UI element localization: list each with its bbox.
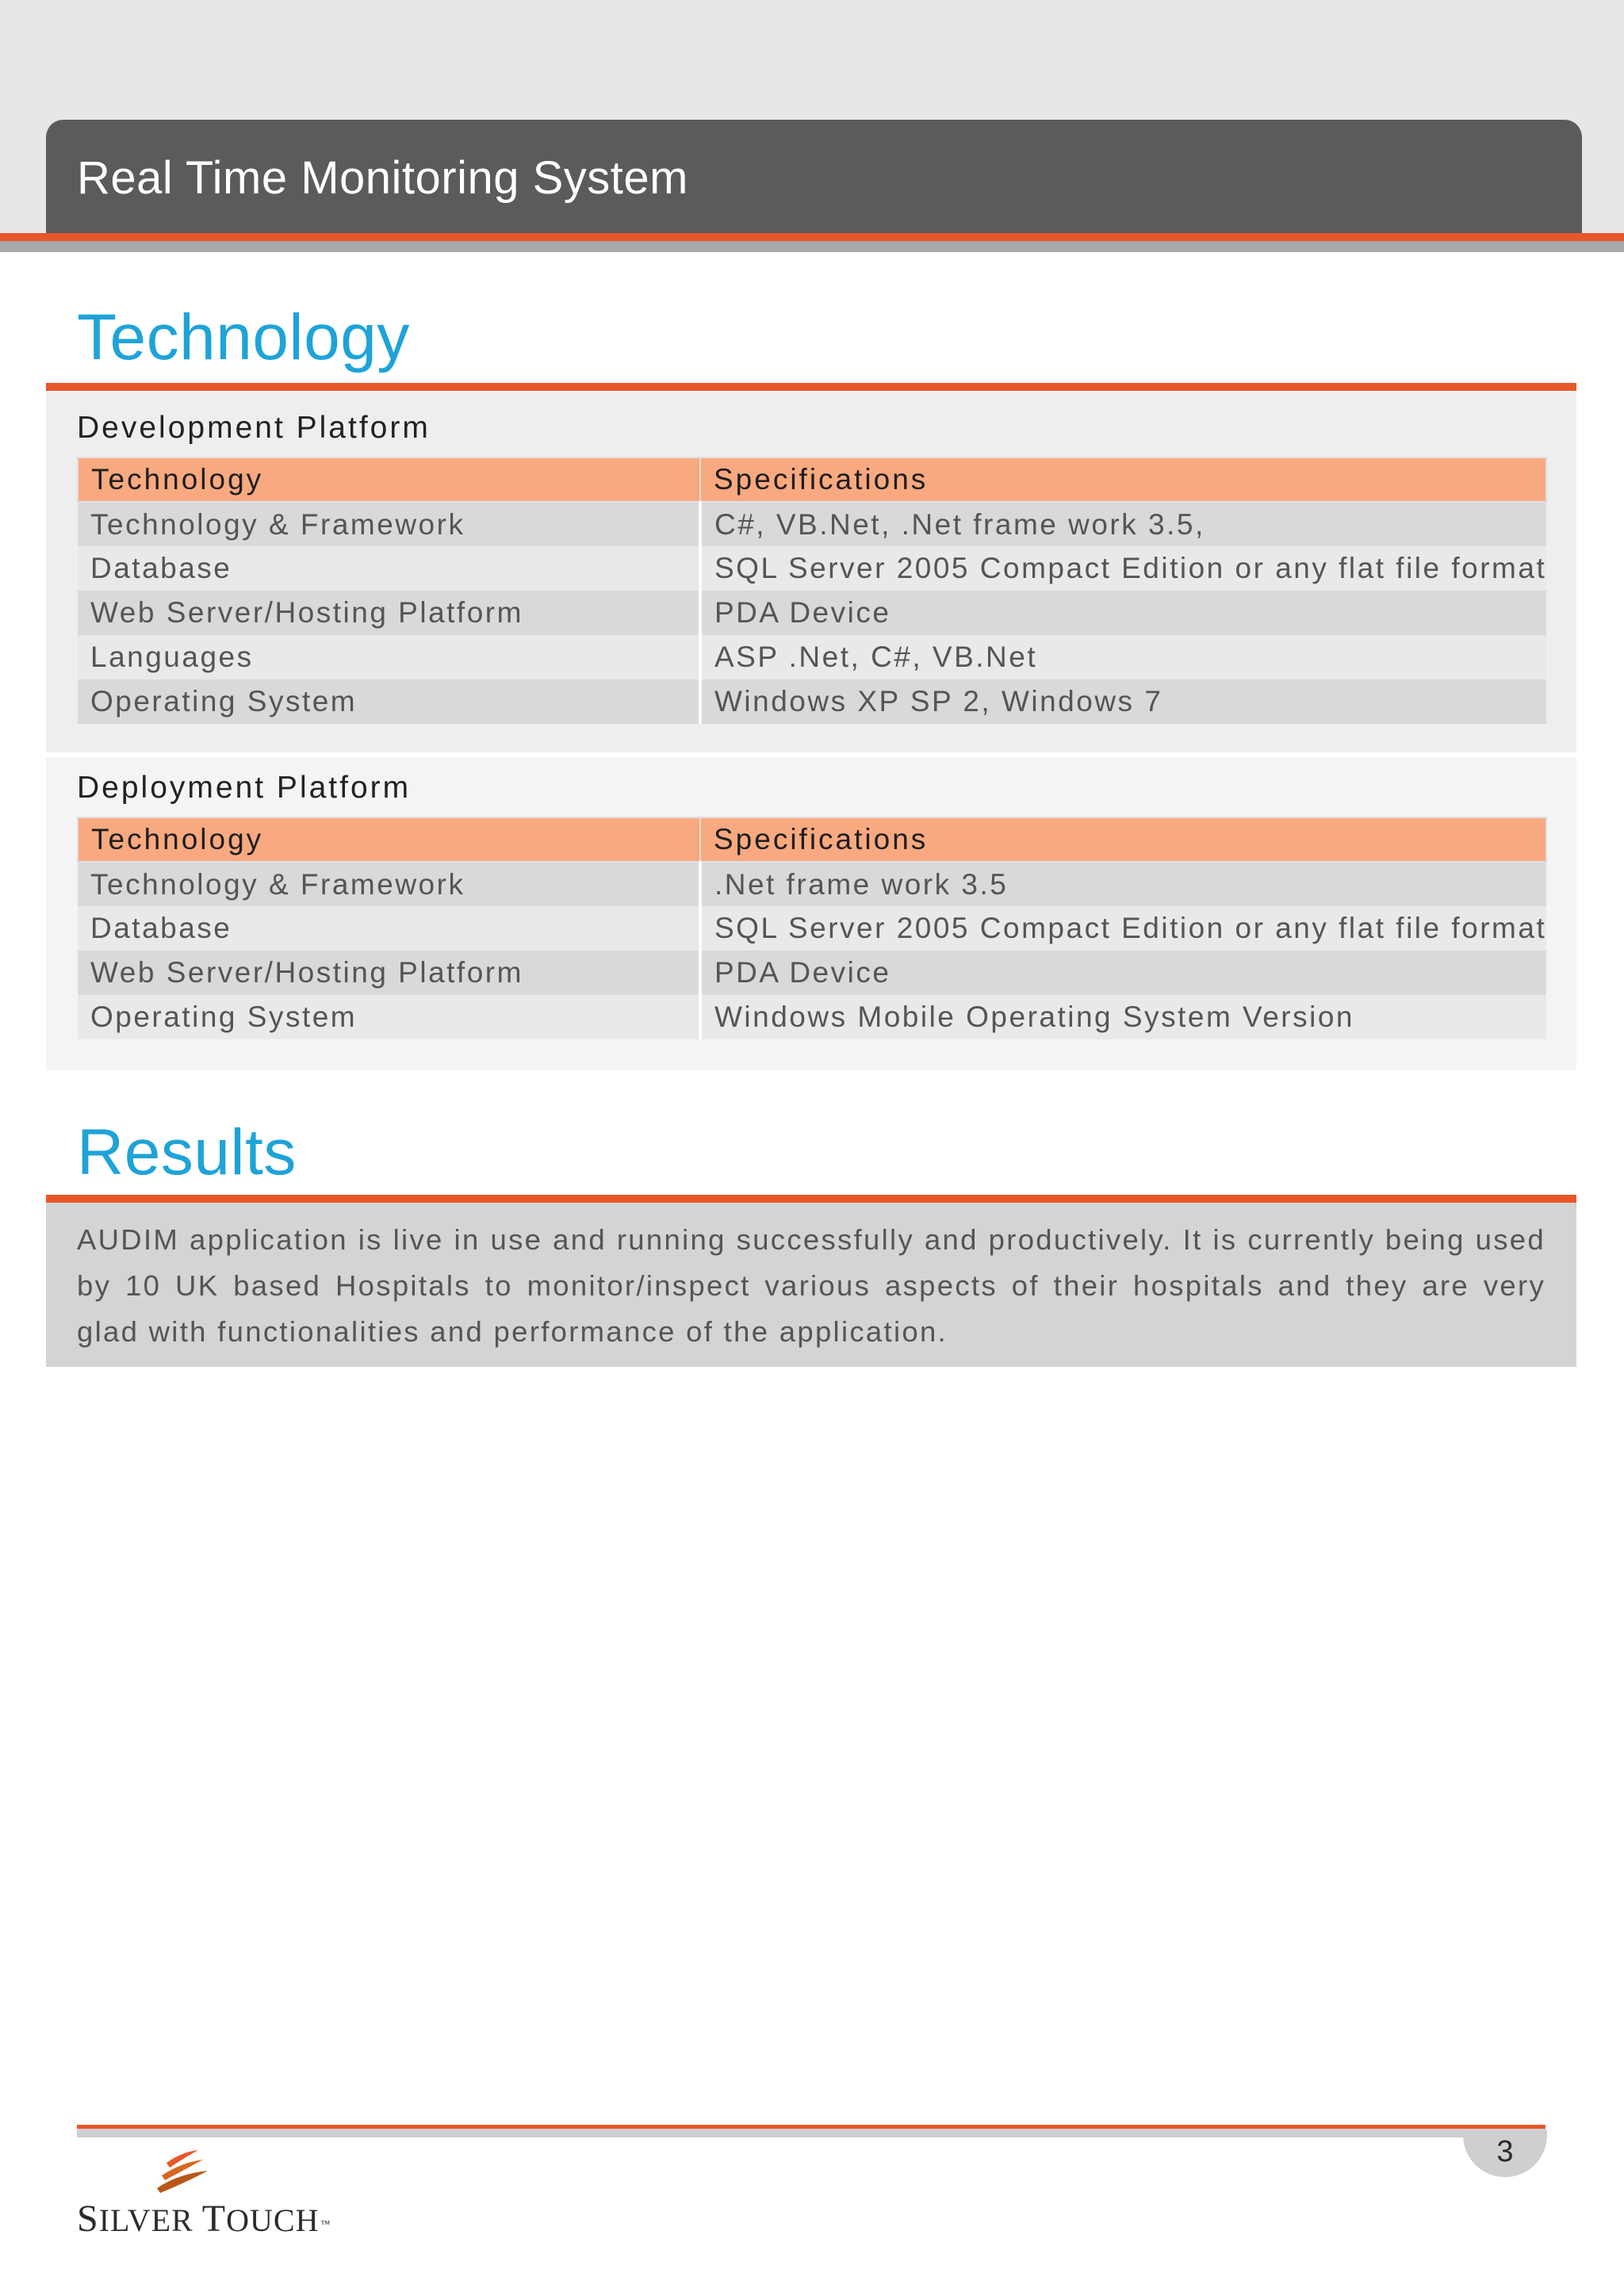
specification-cell: C#, VB.Net, .Net frame work 3.5, — [700, 502, 1546, 546]
results-paragraph: AUDIM application is live in use and running successfully and productively. It is currently being used by 10 UK based Hospitals to monitor/inspect various aspects of their hospitals and they are very glad with functionalities and performance of the application. — [77, 1223, 1545, 1348]
specification-cell: Windows XP SP 2, Windows 7 — [700, 679, 1546, 724]
column-header-specifications: Specifications — [700, 817, 1546, 862]
specification-cell: Windows Mobile Operating System Version — [700, 995, 1546, 1039]
column-header-technology: Technology — [78, 457, 700, 502]
development-platform-title: Development Platform — [77, 411, 431, 445]
table-row — [78, 679, 1546, 724]
specification-cell: PDA Device — [700, 951, 1546, 995]
column-header-specifications: Specifications — [700, 457, 1546, 502]
header-gray-line — [0, 241, 1624, 252]
technology-cell: Database — [78, 906, 700, 951]
specification-cell: ASP .Net, C#, VB.Net — [700, 635, 1546, 679]
page-number: 3 — [1496, 2135, 1514, 2168]
technology-cell: Web Server/Hosting Platform — [78, 591, 700, 635]
table-row — [78, 635, 1546, 679]
technology-cell: Languages — [78, 635, 700, 679]
technology-cell: Operating System — [78, 679, 700, 724]
table-row — [78, 546, 1546, 591]
footer-gray-line — [77, 2129, 1545, 2137]
table-row — [78, 995, 1546, 1039]
table-row — [78, 951, 1546, 995]
table-row — [78, 591, 1546, 635]
deployment-platform-title: Deployment Platform — [77, 771, 412, 805]
silver-touch-logo-text: SILVER TOUCH ™ — [77, 2198, 331, 2240]
technology-cell: Database — [78, 546, 700, 591]
results-box — [46, 1203, 1576, 1367]
technology-rule — [46, 383, 1576, 391]
specification-cell: SQL Server 2005 Compact Edition or any flat file format — [700, 906, 1546, 951]
technology-cell: Technology & Framework — [78, 502, 700, 546]
specification-cell: SQL Server 2005 Compact Edition or any flat file format — [700, 546, 1546, 591]
results-rule — [46, 1195, 1576, 1203]
table-row — [78, 502, 1546, 546]
table-header-row — [78, 817, 1546, 862]
technology-cell: Technology & Framework — [78, 862, 700, 906]
specification-cell: PDA Device — [700, 591, 1546, 635]
results-heading: Results — [77, 1116, 297, 1188]
table-header-row — [78, 457, 1546, 502]
table-row — [78, 906, 1546, 951]
column-header-technology: Technology — [78, 817, 700, 862]
document-title: Real Time Monitoring System — [77, 152, 688, 204]
table-row — [78, 862, 1546, 906]
technology-cell: Operating System — [78, 995, 700, 1039]
deployment-platform-table — [77, 817, 1547, 1039]
header-accent-line — [0, 233, 1624, 241]
development-platform-table — [77, 457, 1547, 724]
technology-heading: Technology — [77, 301, 410, 373]
specification-cell: .Net frame work 3.5 — [700, 862, 1546, 906]
technology-cell: Web Server/Hosting Platform — [78, 951, 700, 995]
silver-touch-logo-icon — [151, 2149, 214, 2198]
